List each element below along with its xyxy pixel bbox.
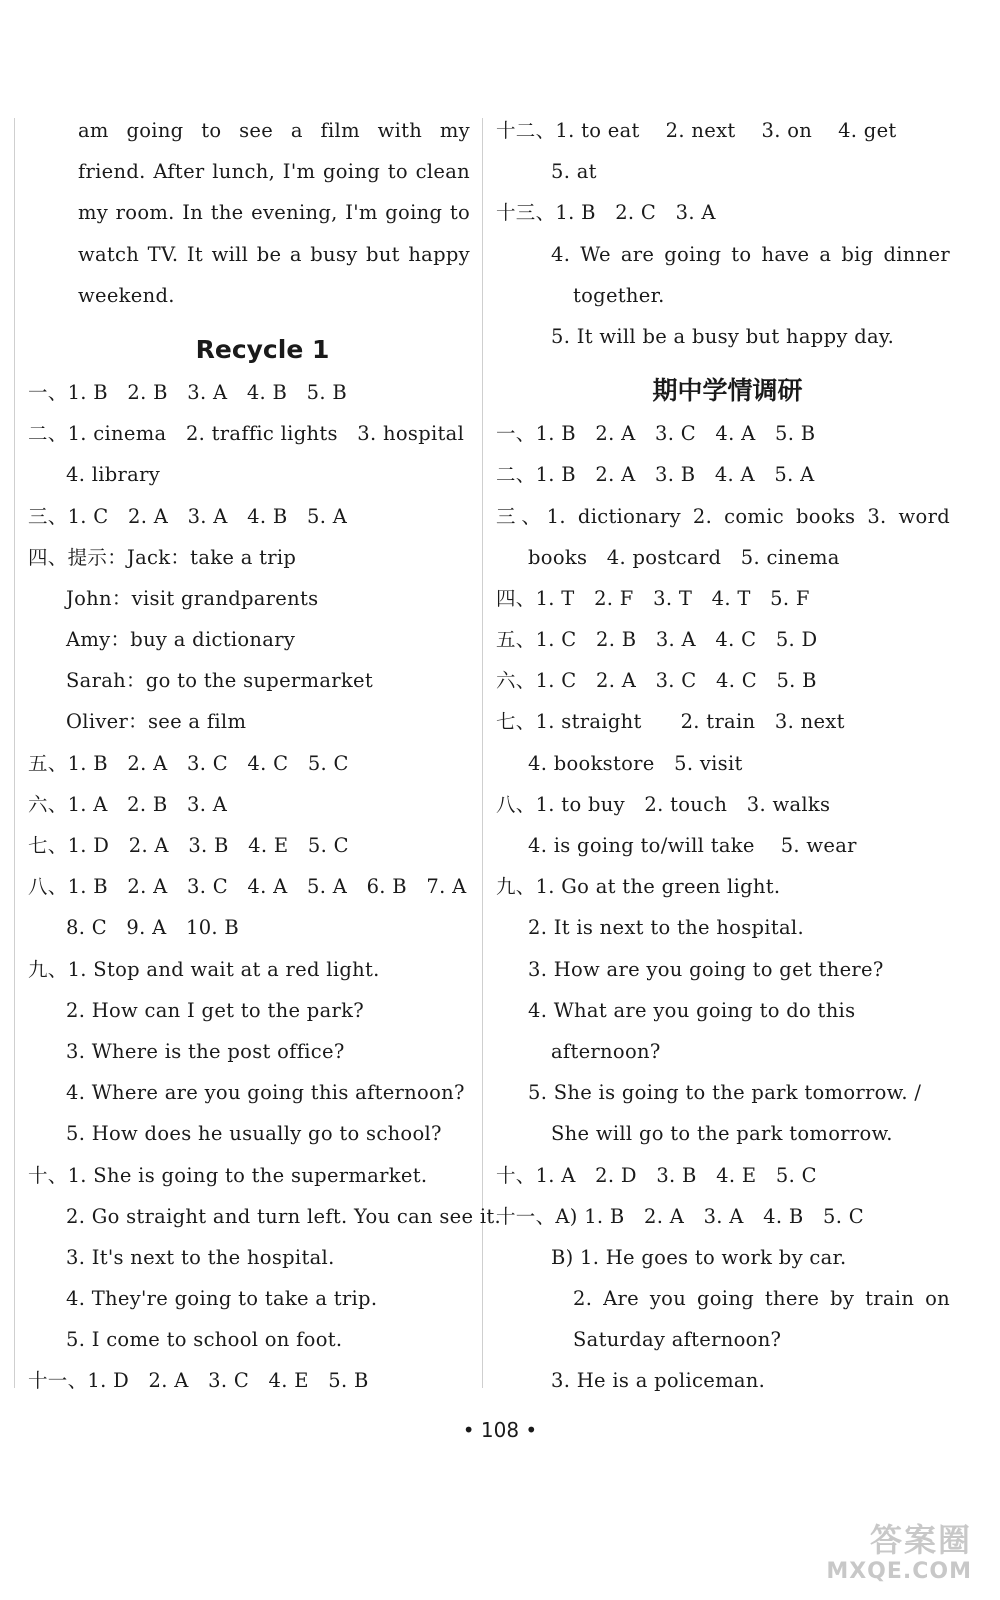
answer-line: books 4. postcard 5. cinema	[528, 545, 840, 569]
section-title-recycle: Recycle 1	[195, 334, 330, 364]
answer-line: 五、1. B 2. A 3. C 4. C 5. C	[28, 751, 349, 775]
answer-line: 4. bookstore 5. visit	[528, 751, 743, 775]
answer-line: 一、1. B 2. A 3. C 4. A 5. B	[496, 422, 816, 446]
answer-line: 3. He is a policeman.	[551, 1369, 766, 1393]
answer-line: 4. library	[66, 463, 161, 487]
answer-line: 七、1. straight 2. train 3. next	[496, 710, 845, 734]
answer-line: Sarah：go to the supermarket	[66, 669, 373, 693]
intro-line: my room. In the evening, I'm going to	[78, 201, 470, 225]
answer-line: 2. How can I get to the park?	[66, 998, 365, 1022]
answer-line: 3. How are you going to get there?	[528, 957, 884, 981]
answer-line: 十二、1. to eat 2. next 3. on 4. get	[496, 119, 897, 142]
answer-line: 4. What are you going to do this	[528, 998, 856, 1022]
answer-line: 十三、1. B 2. C 3. A	[496, 201, 716, 225]
answer-line: 2. It is next to the hospital.	[528, 916, 804, 940]
answer-line: 八、1. to buy 2. touch 3. walks	[496, 792, 831, 816]
answer-line: Oliver：see a film	[66, 710, 247, 734]
answer-line: Amy：buy a dictionary	[66, 628, 296, 652]
page-number: • 108 •	[462, 1418, 538, 1442]
answer-line: 四、提示：Jack：take a trip	[28, 545, 297, 569]
answer-line: 九、1. Stop and wait at a red light.	[28, 957, 380, 981]
answer-line: 十一、1. D 2. A 3. C 4. E 5. B	[28, 1369, 369, 1393]
answer-line: 2. Go straight and turn left. You can see it.	[66, 1204, 502, 1228]
answer-line: 4. We are going to have a big dinner	[551, 242, 950, 266]
answer-line: 2. Are you going there by train on	[573, 1287, 950, 1311]
answer-line: together.	[573, 283, 665, 307]
answer-line: 六、1. A 2. B 3. A	[28, 792, 228, 816]
answer-line: 一、1. B 2. B 3. A 4. B 5. B	[28, 380, 348, 404]
intro-line: weekend.	[78, 283, 175, 307]
answer-line: 七、1. D 2. A 3. B 4. E 5. C	[28, 834, 349, 857]
answer-line: B) 1. He goes to work by car.	[551, 1245, 847, 1269]
answer-line: 六、1. C 2. A 3. C 4. C 5. B	[496, 669, 817, 693]
intro-line: watch TV. It will be a busy but happy	[78, 242, 470, 266]
answer-line: 5. at	[551, 160, 597, 184]
left-column	[28, 110, 502, 1402]
answer-line: 十、1. She is going to the supermarket.	[28, 1163, 428, 1187]
answer-line: 4. is going to/will take 5. wear	[528, 834, 857, 857]
answer-line: 二、1. cinema 2. traffic lights 3. hospital	[28, 422, 465, 446]
answer-line: 5. How does he usually go to school?	[66, 1122, 442, 1146]
left-margin-rule	[14, 118, 15, 1388]
watermark-url: MXQE.COM	[826, 1559, 972, 1584]
answer-line: 3. It's next to the hospital.	[66, 1245, 335, 1269]
answer-line: 五、1. C 2. B 3. A 4. C 5. D	[496, 628, 818, 652]
intro-line: friend. After lunch, I'm going to clean	[78, 160, 470, 184]
answer-line: afternoon?	[551, 1039, 661, 1063]
answer-line: 5. She is going to the park tomorrow. /	[528, 1081, 922, 1105]
section-title-midterm: 期中学情调研	[652, 376, 803, 406]
answer-line: 三、1. C 2. A 3. A 4. B 5. A	[28, 504, 348, 528]
answer-line: 十、1. A 2. D 3. B 4. E 5. C	[496, 1163, 817, 1187]
watermark-logo-text: 答案圈	[869, 1521, 972, 1559]
answer-line: She will go to the park tomorrow.	[551, 1122, 893, 1146]
watermark-logo	[782, 1522, 972, 1592]
answer-line: 5. I come to school on foot.	[66, 1328, 343, 1352]
answer-line: 8. C 9. A 10. B	[66, 916, 240, 940]
answer-line: 三、1. dictionary 2. comic books 3. word	[496, 504, 950, 528]
answer-line: Saturday afternoon?	[573, 1328, 782, 1352]
answer-line: 九、1. Go at the green light.	[496, 875, 781, 899]
answer-line: 十一、A) 1. B 2. A 3. A 4. B 5. C	[496, 1204, 864, 1228]
answer-line: 5. It will be a busy but happy day.	[551, 324, 895, 348]
answer-line: 四、1. T 2. F 3. T 4. T 5. F	[496, 586, 810, 610]
answer-line: 二、1. B 2. A 3. B 4. A 5. A	[496, 463, 815, 487]
answer-line: 4. They're going to take a trip.	[66, 1287, 378, 1311]
right-column	[496, 110, 950, 1402]
intro-line: am going to see a film with my	[78, 119, 470, 142]
answer-line: 3. Where is the post office?	[66, 1039, 345, 1063]
answer-line: 八、1. B 2. A 3. C 4. A 5. A 6. B 7. A	[28, 875, 467, 899]
column-divider	[482, 118, 483, 1388]
answer-line: 4. Where are you going this afternoon?	[66, 1081, 465, 1105]
answer-line: John：visit grandparents	[66, 586, 319, 610]
